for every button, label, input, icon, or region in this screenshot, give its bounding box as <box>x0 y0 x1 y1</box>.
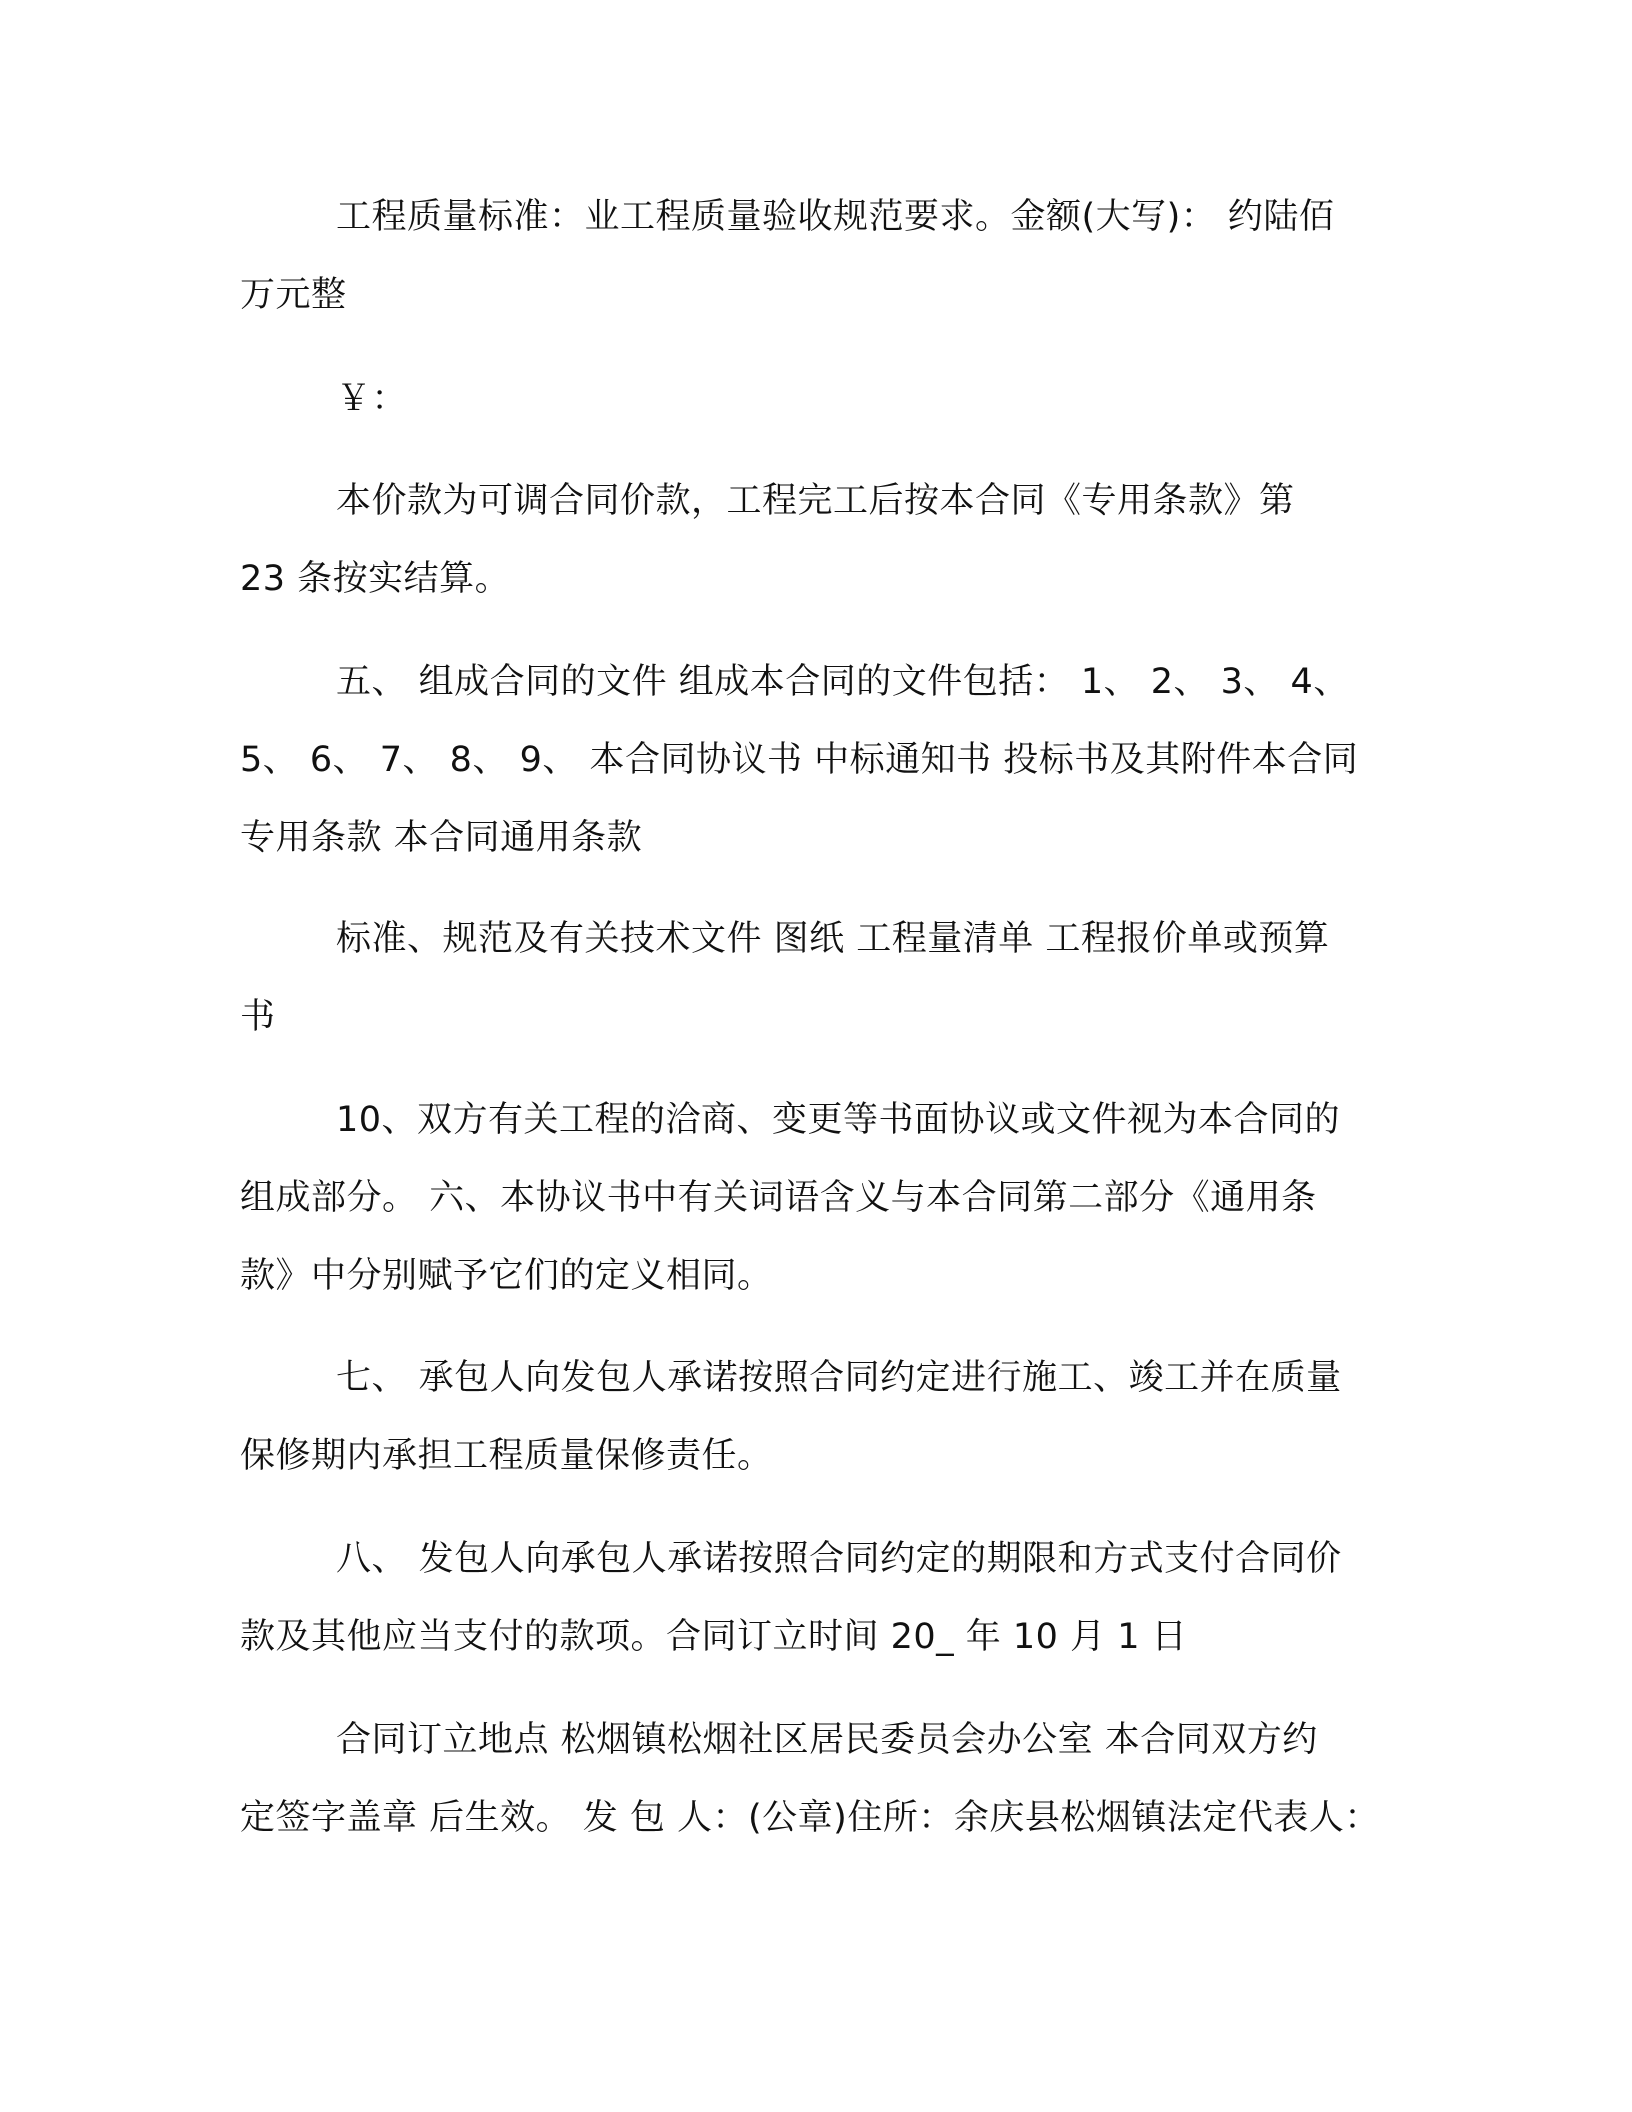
text-line: 合同订立地点 松烟镇松烟社区居民委员会办公室 本合同双方约 <box>336 1720 1318 1760</box>
text-line: 万元整 <box>240 275 347 315</box>
text-line: 组成部分。 六、本协议书中有关词语含义与本合同第二部分《通用条 <box>240 1178 1317 1218</box>
text-line: 23 条按实结算。 <box>240 559 511 599</box>
text-line: 本价款为可调合同价款，工程完工后按本合同《专用条款》第 <box>336 481 1295 521</box>
paragraph-adjustable-price <box>240 462 1440 618</box>
paragraph-contract-documents <box>240 643 1440 877</box>
paragraph-agreements <box>240 1081 1440 1315</box>
paragraph-standards <box>240 900 1440 1056</box>
text-line: 书 <box>240 997 276 1037</box>
text-line: 专用条款 本合同通用条款 <box>240 818 643 858</box>
text-line: 七、 承包人向发包人承诺按照合同约定进行施工、竣工并在质量 <box>336 1358 1342 1398</box>
paragraph-quality-standard <box>240 178 1440 334</box>
paragraph-yuan-amount <box>240 360 1440 438</box>
text-line: 10、双方有关工程的洽商、变更等书面协议或文件视为本合同的 <box>336 1100 1341 1140</box>
text-line: 定签字盖章 后生效。 发 包 人：(公章)住所：余庆县松烟镇法定代表人： <box>240 1798 1380 1838</box>
text-line: 工程质量标准：业工程质量验收规范要求。金额(大写)： 约陆佰 <box>336 197 1335 237</box>
text-line: 八、 发包人向承包人承诺按照合同约定的期限和方式支付合同价 <box>336 1539 1342 1579</box>
paragraph-contractor-commitment <box>240 1339 1440 1495</box>
text-line: 款》中分别赋予它们的定义相同。 <box>240 1256 773 1296</box>
text-line: ￥： <box>336 379 408 419</box>
text-line: 5、 6、 7、 8、 9、 本合同协议书 中标通知书 投标书及其附件本合同 <box>240 740 1359 780</box>
paragraph-signing-place <box>240 1701 1440 1857</box>
text-line: 保修期内承担工程质量保修责任。 <box>240 1436 773 1476</box>
text-line: 标准、规范及有关技术文件 图纸 工程量清单 工程报价单或预算 <box>336 919 1330 959</box>
text-line: 款及其他应当支付的款项。合同订立时间 20_ 年 10 月 1 日 <box>240 1617 1188 1657</box>
paragraph-employer-commitment <box>240 1520 1440 1676</box>
text-line: 五、 组成合同的文件 组成本合同的文件包括： 1、 2、 3、 4、 <box>336 662 1349 702</box>
